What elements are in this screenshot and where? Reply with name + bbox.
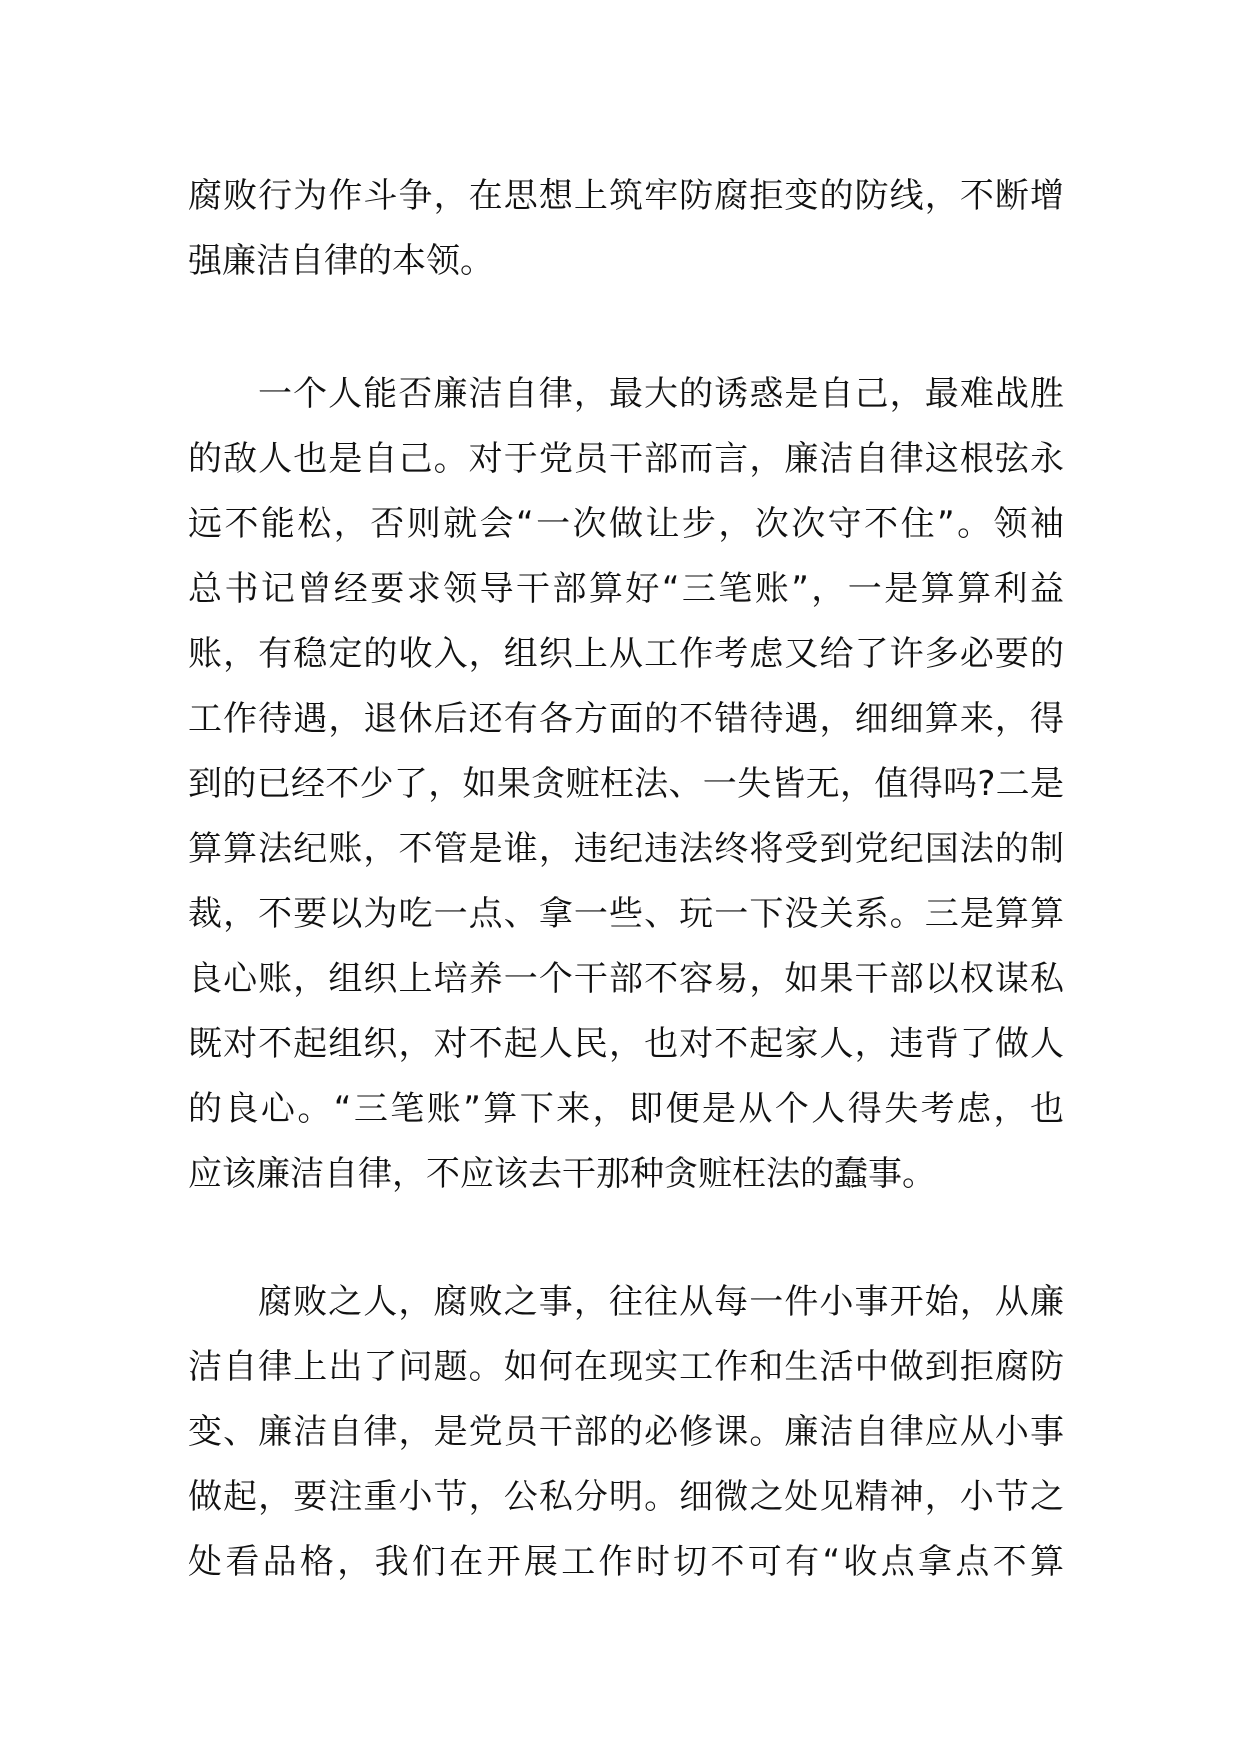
paragraph-line: 强廉洁自律的本领。 xyxy=(188,241,494,281)
paragraph-line: 良心账，组织上培养一个干部不容易，如果干部以权谋私 xyxy=(188,959,1064,999)
paragraph-line: 算算法纪账，不管是谁，违纪违法终将受到党纪国法的制 xyxy=(188,829,1064,869)
paragraph-2 xyxy=(188,362,1064,1207)
paragraph-line: 远不能松，否则就会“一次做让步，次次守不住”。领袖 xyxy=(188,504,1064,544)
paragraph-line: 变、廉洁自律，是党员干部的必修课。廉洁自律应从小事 xyxy=(188,1412,1064,1452)
paragraph-line: 的良心。“三笔账”算下来，即便是从个人得失考虑，也 xyxy=(188,1089,1064,1129)
paragraph-line: 做起，要注重小节，公私分明。细微之处见精神，小节之 xyxy=(188,1477,1064,1517)
paragraph-line: 腐败行为作斗争，在思想上筑牢防腐拒变的防线，不断增 xyxy=(188,176,1064,216)
paragraph-line: 裁，不要以为吃一点、拿一些、玩一下没关系。三是算算 xyxy=(188,894,1064,934)
paragraph-line: 洁自律上出了问题。如何在现实工作和生活中做到拒腐防 xyxy=(188,1347,1064,1387)
paragraph-line: 账，有稳定的收入，组织上从工作考虑又给了许多必要的 xyxy=(188,634,1064,674)
paragraph-line: 腐败之人，腐败之事，往往从每一件小事开始，从廉 xyxy=(258,1282,1064,1322)
paragraph-3 xyxy=(188,1270,1064,1595)
paragraph-line: 到的已经不少了，如果贪赃枉法、一失皆无，值得吗?二是 xyxy=(188,764,1064,804)
paragraph-line: 的敌人也是自己。对于党员干部而言，廉洁自律这根弦永 xyxy=(188,439,1064,479)
paragraph-line: 总书记曾经要求领导干部算好“三笔账”，一是算算利益 xyxy=(188,569,1064,609)
paragraph-line: 工作待遇，退休后还有各方面的不错待遇，细细算来，得 xyxy=(188,699,1064,739)
paragraph-line: 既对不起组织，对不起人民，也对不起家人，违背了做人 xyxy=(188,1024,1064,1064)
paragraph-line: 应该廉洁自律，不应该去干那种贪赃枉法的蠢事。 xyxy=(188,1154,936,1194)
paragraph-line: 一个人能否廉洁自律，最大的诱惑是自己，最难战胜 xyxy=(258,374,1064,414)
paragraph-1 xyxy=(188,164,1064,294)
paragraph-line: 处看品格，我们在开展工作时切不可有“收点拿点不算 xyxy=(188,1542,1064,1582)
